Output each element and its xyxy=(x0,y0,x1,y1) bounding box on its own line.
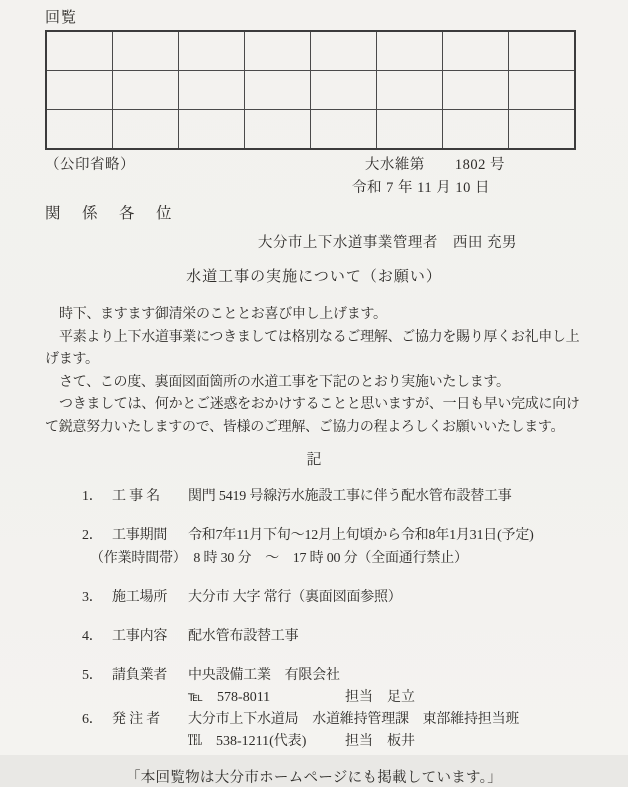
item-number: 2． xyxy=(82,528,103,543)
signature-cell xyxy=(245,110,311,150)
item-construction-site xyxy=(45,587,583,609)
item-number: 3． xyxy=(82,590,103,605)
signature-cell xyxy=(443,71,509,110)
item-contractor xyxy=(45,665,583,687)
seal-omitted-note: （公印省略） xyxy=(45,157,135,173)
body-paragraph: さて、この度、裏面図面箇所の水道工事を下記のとおり実施いたします。 xyxy=(59,374,510,390)
signature-cell xyxy=(179,71,245,110)
homepage-note: 「本回覧物は大分市ホームページにも掲載しています。」 xyxy=(125,770,503,786)
item-label: 請負業者 xyxy=(112,668,168,683)
signature-cell xyxy=(377,31,443,71)
item-number: 4． xyxy=(82,629,103,644)
signature-cell xyxy=(179,31,245,71)
item-value: 大分市 大字 常行（裏面図面参照） xyxy=(188,590,402,605)
body-paragraph: つきましては、何かとご迷惑をおかけすることと思いますが、一日も早い完成に向けて鋭意努力いたしますので、皆様のご理解、ご協力の程よろしくお願いいたします。 xyxy=(45,397,580,435)
signature-cell xyxy=(509,71,576,110)
item-number: 6． xyxy=(82,712,103,727)
detail-items xyxy=(45,486,583,753)
meta-row xyxy=(45,153,583,174)
signature-cell xyxy=(377,71,443,110)
sender-name: 大分市上下水道事業管理者 西田 充男 xyxy=(257,235,517,251)
signature-cell xyxy=(311,71,377,110)
signature-cell xyxy=(311,31,377,71)
orderer-contact-row xyxy=(45,731,583,753)
signature-cell xyxy=(46,110,113,150)
record-heading: 記 xyxy=(306,452,322,468)
body-paragraph: 平素より上下水道事業につきましては格別なるご理解、ご協力を賜り厚くお礼申し上げます。 xyxy=(45,329,580,367)
body-paragraph: 時下、ますます御清栄のこととお喜び申し上げます。 xyxy=(59,307,387,322)
signature-cell xyxy=(113,110,179,150)
body-text xyxy=(45,304,583,439)
signature-cell xyxy=(179,110,245,150)
item-label: 工 事 名 xyxy=(112,489,160,504)
work-hours-note: （作業時間帯） 8 時 30 分 ～ 17 時 00 分（全面通行禁止） xyxy=(90,551,468,566)
document-number: 大水維第 1802 号 xyxy=(364,157,505,173)
item-label: 施工場所 xyxy=(112,590,168,605)
circulation-table xyxy=(45,30,576,150)
item-construction-name xyxy=(45,486,583,508)
contractor-person: 担当 足立 xyxy=(345,690,415,705)
item-value: 関門 5419 号線汚水施設工事に伴う配水管布設替工事 xyxy=(188,489,512,504)
item-value: 令和7年11月下旬～12月上旬頃から令和8年1月31日(予定) xyxy=(188,528,534,543)
signature-cell xyxy=(377,110,443,150)
addressee: 関 係 各 位 xyxy=(45,205,175,222)
item-label: 工事期間 xyxy=(112,528,168,543)
signature-cell xyxy=(113,71,179,110)
signature-cell xyxy=(113,31,179,71)
signature-cell xyxy=(245,71,311,110)
signature-cell xyxy=(443,31,509,71)
item-construction-period xyxy=(45,525,583,547)
orderer-tel: ℡ 538-1211(代表) xyxy=(188,734,307,749)
document-date: 令和 7 年 11 月 10 日 xyxy=(352,180,490,196)
item-label: 発 注 者 xyxy=(112,712,160,727)
contractor-tel: ℡ 578-8011 xyxy=(188,690,271,705)
circulation-table-body xyxy=(46,31,575,149)
item-value: 中央設備工業 有限会社 xyxy=(188,668,340,683)
signature-cell xyxy=(443,110,509,150)
circulation-label: 回覧 xyxy=(45,10,78,26)
signature-cell xyxy=(509,31,576,71)
signature-cell xyxy=(245,31,311,71)
item-value: 配水管布設替工事 xyxy=(188,629,299,644)
item-construction-content xyxy=(45,626,583,648)
signature-cell xyxy=(46,31,113,71)
page-title: 水道工事の実施について（お願い） xyxy=(186,269,442,285)
item-number: 1． xyxy=(82,489,103,504)
item-value: 大分市上下水道局 水道維持管理課 東部維持担当班 xyxy=(188,712,520,727)
item-orderer xyxy=(45,709,583,731)
signature-cell xyxy=(311,110,377,150)
contractor-contact-row xyxy=(45,687,583,709)
orderer-person: 担当 板井 xyxy=(345,734,415,749)
signature-cell xyxy=(46,71,113,110)
item-number: 5． xyxy=(82,668,103,683)
item-label: 工事内容 xyxy=(112,629,168,644)
signature-cell xyxy=(509,110,576,150)
